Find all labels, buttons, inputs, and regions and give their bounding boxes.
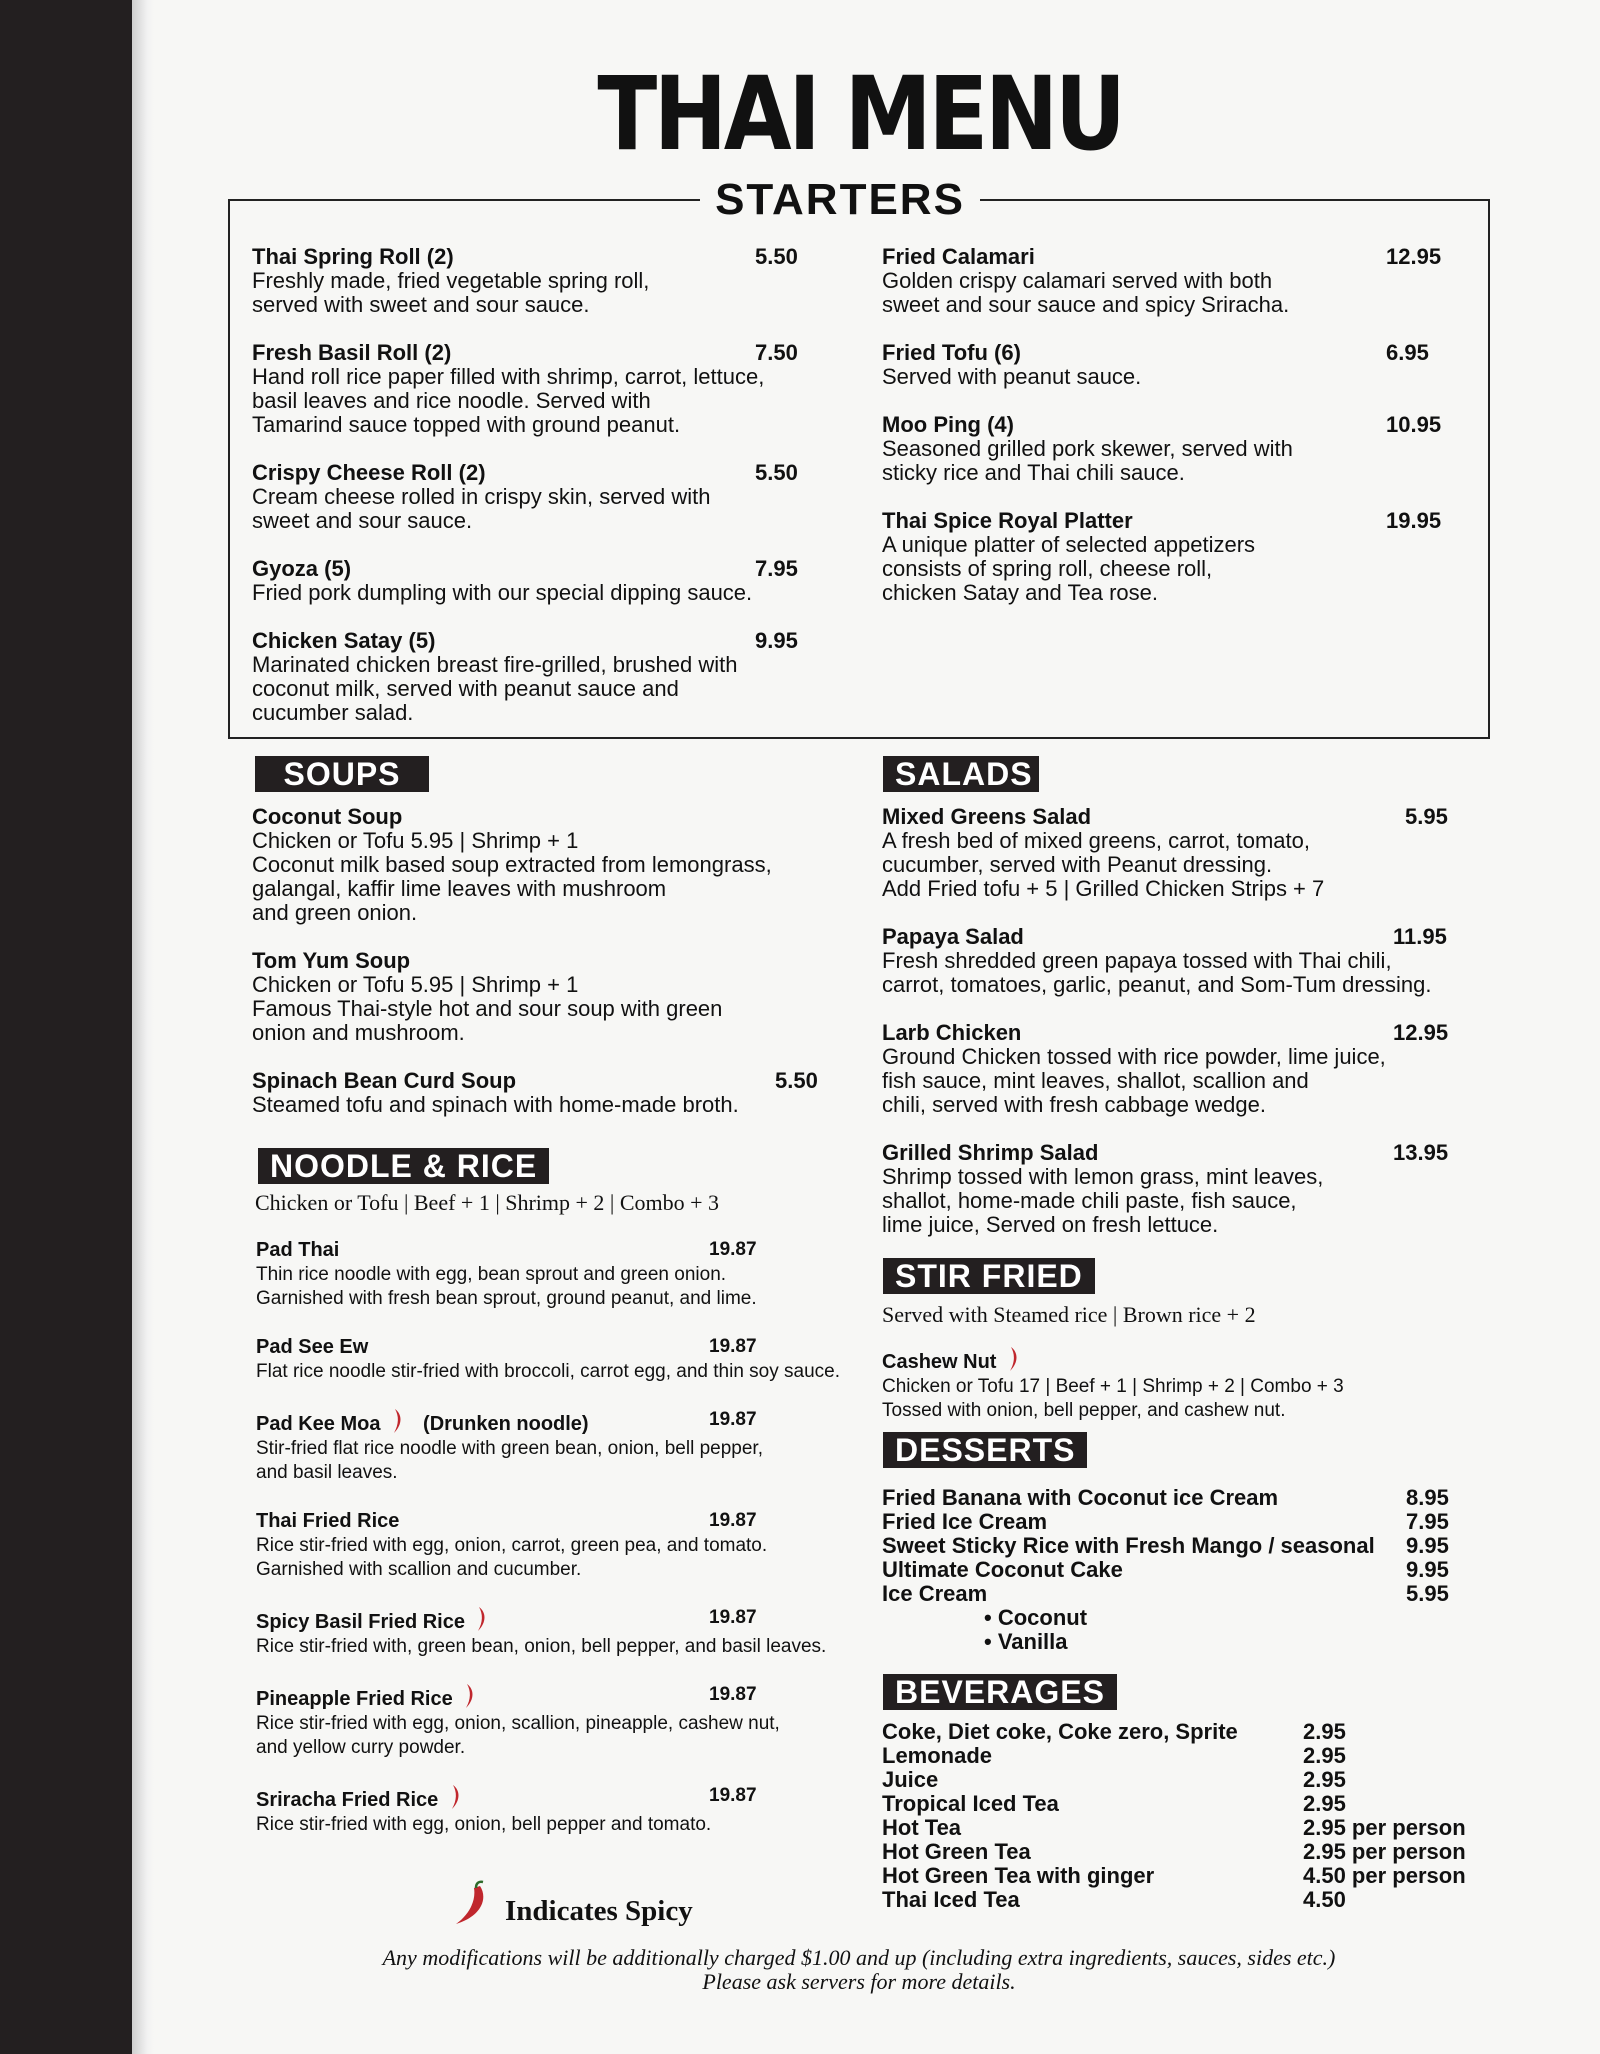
salads-column xyxy=(882,805,1472,1261)
soups-column xyxy=(252,805,852,1141)
beverage-item xyxy=(882,1792,1482,1816)
item-name: Pineapple Fried Rice xyxy=(256,1688,453,1710)
menu-item xyxy=(256,1335,866,1384)
menu-item xyxy=(882,245,1452,317)
item-name: Fried Ice Cream xyxy=(882,1509,1048,1534)
item-name: Coke, Diet coke, Coke zero, Sprite xyxy=(882,1719,1238,1744)
item-description: Served with peanut sauce. xyxy=(882,364,1142,389)
item-description: Rice stir-fried with egg, onion, scallion, pineapple, cashew nut, and yellow curry powder. xyxy=(256,1713,780,1758)
item-description: Cream cheese rolled in crispy skin, served with sweet and sour sauce. xyxy=(252,484,711,533)
item-name: Grilled Shrimp Salad xyxy=(882,1140,1099,1165)
beverage-item xyxy=(882,1864,1482,1888)
item-price: 2.95 xyxy=(1303,1767,1346,1792)
chili-pepper-icon xyxy=(392,1408,404,1434)
menu-item xyxy=(882,805,1472,901)
item-price: 13.95 xyxy=(1393,1140,1449,1165)
item-price: 5.50 xyxy=(775,1068,818,1093)
item-price: 9.95 xyxy=(755,628,798,653)
beverage-item xyxy=(882,1888,1482,1912)
item-price: 10.95 xyxy=(1386,412,1442,437)
item-description: Fresh shredded green papaya tossed with Thai chili, carrot, tomatoes, garlic, peanut, and Som-Tum dressing. xyxy=(882,948,1432,997)
item-price: 5.50 xyxy=(755,460,798,485)
item-price: 4.50 per person xyxy=(1303,1863,1466,1888)
menu-item xyxy=(882,413,1452,485)
beverage-item xyxy=(882,1768,1482,1792)
menu-item xyxy=(256,1238,866,1311)
item-name: Thai Iced Tea xyxy=(882,1887,1020,1912)
item-price: 12.95 xyxy=(1386,244,1442,269)
item-price: 19.87 xyxy=(709,1684,757,1705)
menu-item xyxy=(252,805,852,925)
item-price: 8.95 xyxy=(1406,1485,1449,1510)
item-description: Freshly made, fried vegetable spring roll, served with sweet and sour sauce. xyxy=(252,268,650,317)
item-price: 12.95 xyxy=(1393,1020,1449,1045)
item-name: Cashew Nut xyxy=(882,1351,997,1373)
item-name: Spinach Bean Curd Soup xyxy=(252,1068,517,1093)
soups-heading: SOUPS xyxy=(255,756,429,792)
item-name: Thai Spring Roll (2) xyxy=(252,244,454,269)
item-name: Thai Fried Rice xyxy=(256,1510,400,1532)
item-description: Fried pork dumpling with our special dipping sauce. xyxy=(252,580,753,605)
item-name: Sweet Sticky Rice with Fresh Mango / seasonal xyxy=(882,1533,1375,1558)
item-description: Seasoned grilled pork skewer, served with sticky rice and Thai chili sauce. xyxy=(882,436,1293,485)
item-price: 9.95 xyxy=(1406,1557,1449,1582)
dessert-item xyxy=(882,1510,1462,1534)
item-name: Crispy Cheese Roll (2) xyxy=(252,460,486,485)
chili-pepper-icon xyxy=(1008,1346,1020,1372)
item-name: Pad Kee Moa xyxy=(256,1413,381,1435)
noodle-rice-heading: NOODLE & RICE xyxy=(258,1148,549,1184)
item-price: 19.95 xyxy=(1386,508,1442,533)
desserts-column xyxy=(882,1486,1462,1654)
spicy-legend-label: Indicates Spicy xyxy=(505,1895,693,1927)
menu-item xyxy=(252,949,852,1045)
item-description: Steamed tofu and spinach with home-made broth. xyxy=(252,1092,739,1117)
item-price: 4.50 xyxy=(1303,1887,1346,1912)
item-price: 9.95 xyxy=(1406,1533,1449,1558)
item-name: Hot Green Tea with ginger xyxy=(882,1863,1155,1888)
dessert-item xyxy=(882,1582,1462,1606)
item-price: 5.95 xyxy=(1406,1581,1449,1606)
item-name: Fried Calamari xyxy=(882,244,1035,269)
item-description: Chicken or Tofu 5.95 | Shrimp + 1 Famous Thai-style hot and sour soup with green onion and mushroom. xyxy=(252,972,723,1045)
item-description: Rice stir-fried with egg, onion, bell pepper and tomato. xyxy=(256,1814,712,1835)
item-name: Fried Tofu (6) xyxy=(882,340,1021,365)
menu-binding-spine xyxy=(0,0,132,2054)
salads-heading: SALADS xyxy=(883,756,1039,792)
item-price: 19.87 xyxy=(709,1785,757,1806)
item-name: Hot Green Tea xyxy=(882,1839,1031,1864)
menu-item xyxy=(252,1069,852,1117)
item-price: 7.95 xyxy=(755,556,798,581)
item-price: 2.95 xyxy=(1303,1743,1346,1768)
item-price: 2.95 per person xyxy=(1303,1815,1466,1840)
item-price: 19.87 xyxy=(709,1409,757,1430)
dessert-item xyxy=(882,1534,1462,1558)
item-name: Spicy Basil Fried Rice xyxy=(256,1611,465,1633)
item-description: Shrimp tossed with lemon grass, mint leaves, shallot, home-made chili paste, fish sauce, lime juice, Served on fresh lettuce. xyxy=(882,1164,1324,1237)
beverage-item xyxy=(882,1744,1482,1768)
chili-pepper-icon xyxy=(476,1606,488,1632)
item-description: Ground Chicken tossed with rice powder, lime juice, fish sauce, mint leaves, shallot, scallion and chili, served with fresh cabbage wedge. xyxy=(882,1044,1386,1117)
item-description: A unique platter of selected appetizers consists of spring roll, cheese roll, chicken Satay and Tea rose. xyxy=(882,532,1256,605)
item-price: 2.95 per person xyxy=(1303,1839,1466,1864)
item-name: Sriracha Fried Rice xyxy=(256,1789,439,1811)
beverages-column xyxy=(882,1720,1482,1912)
item-name: Papaya Salad xyxy=(882,924,1024,949)
item-description: Chicken or Tofu 5.95 | Shrimp + 1 Coconut milk based soup extracted from lemongrass, galangal, kaffir lime leaves with mushroom and green onion. xyxy=(252,828,772,925)
item-name: Pad Thai xyxy=(256,1239,340,1261)
item-name: Juice xyxy=(882,1767,939,1792)
menu-item xyxy=(882,1141,1472,1237)
item-name: Coconut Soup xyxy=(252,804,403,829)
item-name: Tropical Iced Tea xyxy=(882,1791,1059,1816)
starters-heading: STARTERS xyxy=(700,175,980,225)
note-line-1: Any modifications will be additionally charged $1.00 and up (including extra ingredients, sauces, sides etc.) xyxy=(382,1945,1336,1970)
beverage-item xyxy=(882,1720,1482,1744)
beverage-item xyxy=(882,1816,1482,1840)
item-name: Tom Yum Soup xyxy=(252,948,411,973)
item-name: Ultimate Coconut Cake xyxy=(882,1557,1123,1582)
noodle-rice-column xyxy=(256,1238,866,1861)
starters-left-column xyxy=(252,245,812,749)
item-price: 5.50 xyxy=(755,244,798,269)
item-description: Chicken or Tofu 17 | Beef + 1 | Shrimp + 2 | Combo + 3 Tossed with onion, bell pepper, and cashew nut. xyxy=(882,1376,1344,1421)
dessert-item xyxy=(882,1486,1462,1510)
item-price: 19.87 xyxy=(709,1607,757,1628)
item-extra: (Drunken noodle) xyxy=(423,1413,589,1435)
item-name: Ice Cream xyxy=(882,1581,988,1606)
item-price: 2.95 xyxy=(1303,1719,1346,1744)
page-title: THAI MENU xyxy=(597,55,1123,174)
item-name: Hot Tea xyxy=(882,1815,962,1840)
item-name: Lemonade xyxy=(882,1743,993,1768)
menu-item xyxy=(882,1021,1472,1117)
item-price: 19.87 xyxy=(709,1239,757,1260)
ice-cream-option: • Vanilla xyxy=(984,1629,1068,1654)
beverage-item xyxy=(882,1840,1482,1864)
item-name: Pad See Ew xyxy=(256,1336,369,1358)
item-description: A fresh bed of mixed greens, carrot, tomato, cucumber, served with Peanut dressing. Add Fried tofu + 5 | Grilled Chicken Strips + 7 xyxy=(882,828,1325,901)
modifications-note xyxy=(300,1946,1418,1994)
item-name: Moo Ping (4) xyxy=(882,412,1014,437)
dessert-item xyxy=(882,1558,1462,1582)
item-price: 6.95 xyxy=(1386,340,1429,365)
desserts-heading: DESSERTS xyxy=(883,1432,1087,1468)
menu-item xyxy=(256,1509,866,1582)
item-description: Rice stir-fried with, green bean, onion, bell pepper, and basil leaves. xyxy=(256,1636,827,1657)
menu-item xyxy=(252,629,812,725)
item-description: Thin rice noodle with egg, bean sprout and green onion. Garnished with fresh bean sprout, ground peanut, and lime. xyxy=(256,1264,757,1309)
item-price: 5.95 xyxy=(1405,804,1448,829)
item-name: Thai Spice Royal Platter xyxy=(882,508,1133,533)
menu-item xyxy=(252,341,812,437)
noodle-rice-subheading: Chicken or Tofu | Beef + 1 | Shrimp + 2 | Combo + 3 xyxy=(255,1190,720,1215)
item-description: Flat rice noodle stir-fried with broccoli, carrot egg, and thin soy sauce. xyxy=(256,1361,840,1382)
item-price: 11.95 xyxy=(1393,924,1447,949)
menu-item xyxy=(256,1408,866,1485)
stir-fried-subheading: Served with Steamed rice | Brown rice + 2 xyxy=(882,1302,1256,1327)
stir-fried-heading: STIR FRIED xyxy=(883,1258,1095,1294)
chili-pepper-icon xyxy=(452,1880,492,1928)
menu-item xyxy=(256,1606,866,1659)
chili-pepper-icon xyxy=(450,1784,462,1810)
item-description: Hand roll rice paper filled with shrimp, carrot, lettuce, basil leaves and rice noodle. Served with Tamarind sauce topped with ground peanut. xyxy=(252,364,765,437)
item-price: 2.95 xyxy=(1303,1791,1346,1816)
item-price: 19.87 xyxy=(709,1336,757,1357)
menu-item xyxy=(252,557,812,605)
starters-right-column xyxy=(882,245,1452,629)
menu-binding-shadow xyxy=(132,0,154,2054)
item-name: Gyoza (5) xyxy=(252,556,352,581)
item-name: Fresh Basil Roll (2) xyxy=(252,340,452,365)
menu-item xyxy=(882,509,1452,605)
menu-item xyxy=(882,1346,1442,1423)
item-name: Mixed Greens Salad xyxy=(882,804,1092,829)
ice-cream-option: • Coconut xyxy=(984,1605,1088,1630)
menu-item xyxy=(882,341,1452,389)
item-description: Marinated chicken breast fire-grilled, brushed with coconut milk, served with peanut sauce and cucumber salad. xyxy=(252,652,738,725)
item-name: Larb Chicken xyxy=(882,1020,1022,1045)
menu-item xyxy=(882,925,1472,997)
item-name: Chicken Satay (5) xyxy=(252,628,436,653)
item-description: Golden crispy calamari served with both sweet and sour sauce and spicy Sriracha. xyxy=(882,268,1290,317)
note-line-2: Please ask servers for more details. xyxy=(702,1969,1016,1994)
item-price: 19.87 xyxy=(709,1510,757,1531)
item-name: Fried Banana with Coconut ice Cream xyxy=(882,1485,1279,1510)
menu-item xyxy=(256,1784,866,1837)
item-description: Rice stir-fried with egg, onion, carrot, green pea, and tomato. Garnished with scallion and cucumber. xyxy=(256,1535,768,1580)
item-description: Stir-fried flat rice noodle with green bean, onion, bell pepper, and basil leaves. xyxy=(256,1438,763,1483)
item-price: 7.95 xyxy=(1406,1509,1449,1534)
chili-pepper-icon xyxy=(464,1683,476,1709)
menu-item xyxy=(252,461,812,533)
beverages-heading: BEVERAGES xyxy=(883,1674,1117,1710)
menu-item xyxy=(256,1683,866,1760)
menu-item xyxy=(252,245,812,317)
item-price: 7.50 xyxy=(755,340,798,365)
